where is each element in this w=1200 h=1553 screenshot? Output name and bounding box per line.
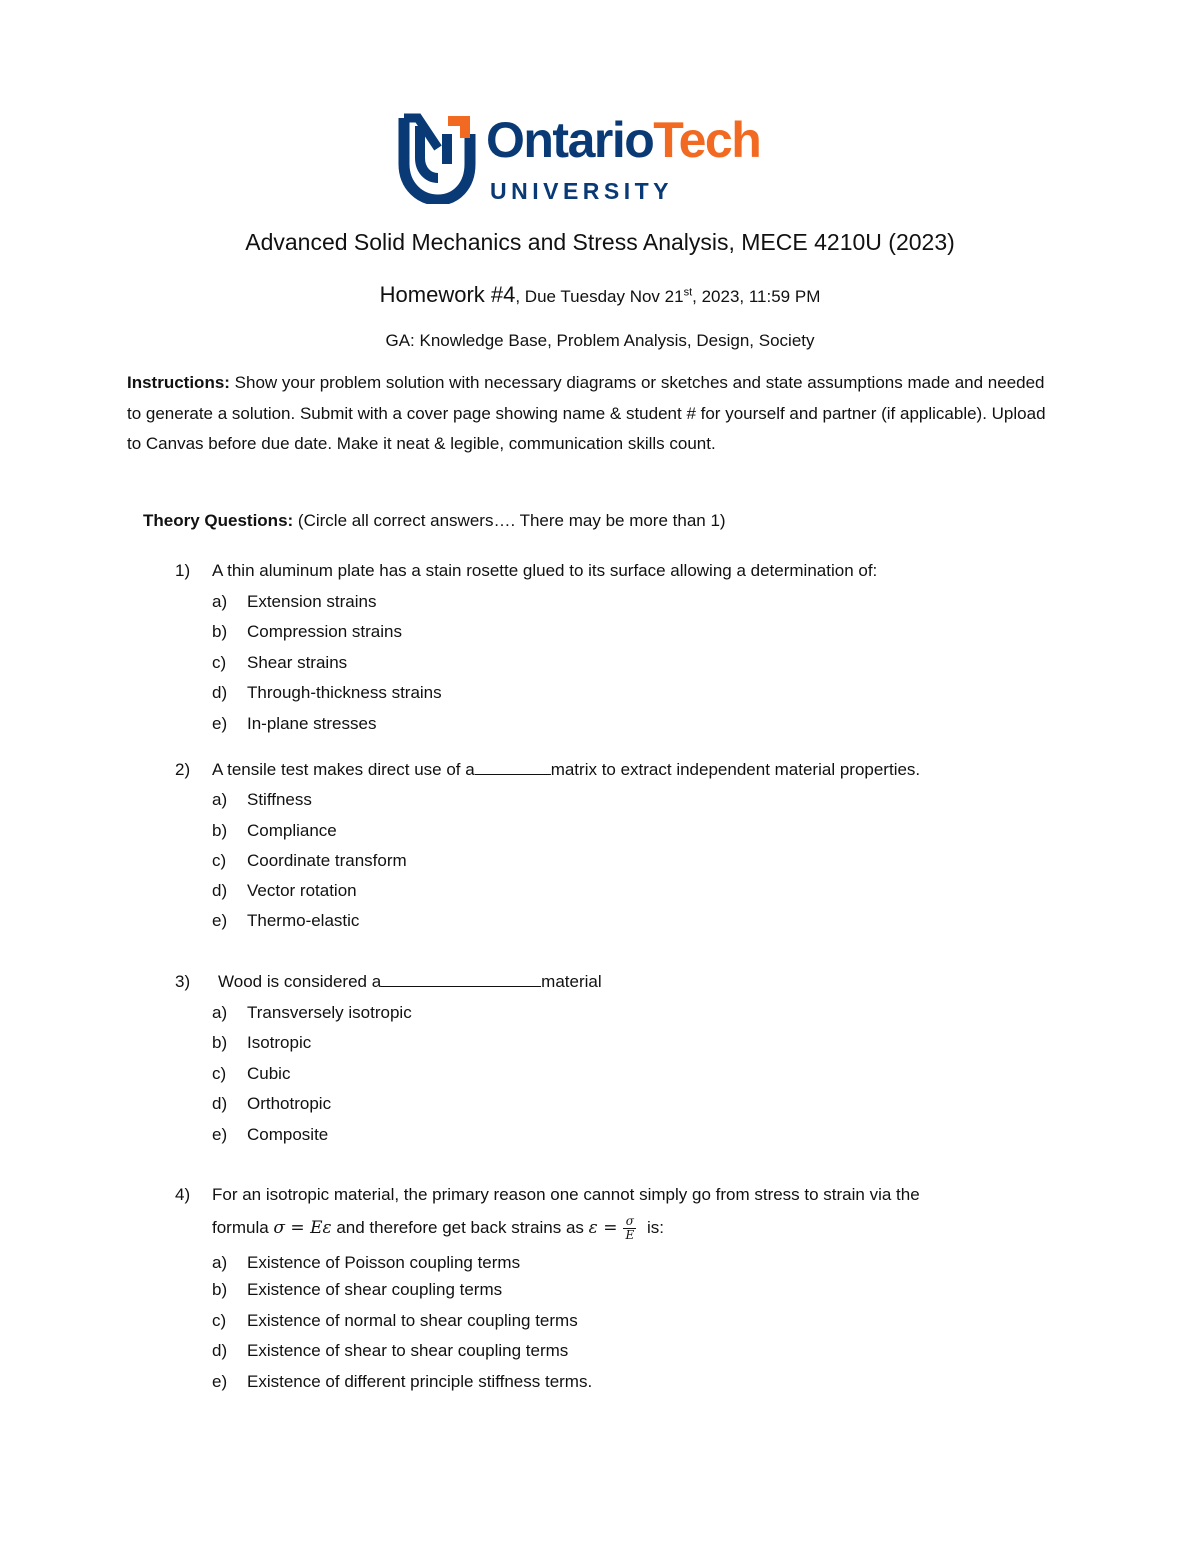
option-text: Cubic bbox=[247, 1064, 291, 1083]
option-letter: b) bbox=[212, 1033, 228, 1052]
option-text: In-plane stresses bbox=[247, 714, 377, 733]
instructions-paragraph bbox=[127, 368, 1057, 460]
question-text: A tensile test makes direct use of a matrix to extract independent material properties. bbox=[212, 760, 921, 779]
option-letter: a) bbox=[212, 1003, 228, 1022]
answer-blank bbox=[381, 972, 541, 987]
due-prefix: , Due Tuesday Nov 21 bbox=[515, 287, 684, 306]
theory-label: Theory Questions: bbox=[143, 511, 294, 530]
question-number: 3) bbox=[175, 972, 191, 991]
theory-note: (Circle all correct answers…. There may be more than 1) bbox=[293, 511, 726, 530]
logo-subtitle: UNIVERSITY bbox=[490, 178, 674, 204]
option-letter: a) bbox=[212, 790, 228, 809]
option-letter: c) bbox=[212, 653, 227, 672]
homework-heading bbox=[0, 282, 1200, 308]
option-letter: d) bbox=[212, 683, 228, 702]
option-text: Existence of shear coupling terms bbox=[247, 1280, 503, 1299]
option-letter: c) bbox=[212, 851, 227, 870]
question-text: Wood is considered a material bbox=[218, 972, 602, 991]
option-text: Orthotropic bbox=[247, 1094, 332, 1113]
due-suffix: , 2023, 11:59 PM bbox=[692, 287, 821, 306]
formula-fraction: $\frac{\sigma}{E}$ bbox=[625, 1214, 635, 1243]
option-letter: d) bbox=[212, 1094, 228, 1113]
option-text: Stiffness bbox=[247, 790, 312, 809]
option-text: Vector rotation bbox=[247, 881, 357, 900]
question-number: 1) bbox=[175, 561, 191, 580]
option-letter: b) bbox=[212, 1280, 228, 1299]
option-letter: e) bbox=[212, 714, 228, 733]
option-letter: d) bbox=[212, 1341, 228, 1360]
formula-strain-lhs: ε = bbox=[588, 1218, 618, 1238]
option-text: Existence of shear to shear coupling terms bbox=[247, 1341, 569, 1360]
logo-wordmark: OntarioTech bbox=[486, 112, 761, 168]
option-letter: b) bbox=[212, 622, 228, 641]
graduate-attributes: GA: Knowledge Base, Problem Analysis, Design, Society bbox=[385, 331, 815, 350]
option-letter: e) bbox=[212, 911, 228, 930]
option-text: Compression strains bbox=[247, 622, 402, 641]
option-letter: a) bbox=[212, 1253, 228, 1272]
theory-heading bbox=[143, 510, 726, 532]
option-letter: e) bbox=[212, 1372, 228, 1391]
instructions-label: Instructions: bbox=[127, 373, 230, 392]
option-text: Existence of Poisson coupling terms bbox=[247, 1253, 521, 1272]
question-number: 2) bbox=[175, 760, 191, 779]
option-text: Transversely isotropic bbox=[247, 1003, 412, 1022]
due-superscript: st bbox=[683, 286, 693, 299]
option-letter: e) bbox=[212, 1125, 228, 1144]
university-logo bbox=[398, 112, 798, 204]
option-text: Existence of different principle stiffness terms. bbox=[247, 1372, 593, 1391]
option-letter: d) bbox=[212, 881, 228, 900]
option-text: Coordinate transform bbox=[247, 851, 407, 870]
question-text-line1: For an isotropic material, the primary reason one cannot simply go from stress to strain via the bbox=[212, 1185, 920, 1204]
option-text: Through-thickness strains bbox=[247, 683, 442, 702]
option-letter: a) bbox=[212, 592, 228, 611]
question-text-line2: formula σ = Eε and therefore get back strains as ε = $\frac{\sigma}{E}$ is: bbox=[212, 1214, 664, 1243]
option-text: Existence of normal to shear coupling terms bbox=[247, 1311, 578, 1330]
question-number: 4) bbox=[175, 1185, 191, 1204]
option-text: Isotropic bbox=[247, 1033, 312, 1052]
option-letter: b) bbox=[212, 821, 228, 840]
homework-label: Homework #4 bbox=[379, 282, 516, 307]
option-text: Extension strains bbox=[247, 592, 377, 611]
option-text: Thermo-elastic bbox=[247, 911, 360, 930]
formula-stress-strain: σ = Eε bbox=[273, 1218, 332, 1238]
option-text: Composite bbox=[247, 1125, 329, 1144]
option-text: Compliance bbox=[247, 821, 337, 840]
answer-blank bbox=[475, 760, 551, 775]
question-text: A thin aluminum plate has a stain rosette glued to its surface allowing a determination of: bbox=[212, 561, 878, 580]
course-title: Advanced Solid Mechanics and Stress Analysis, MECE 4210U (2023) bbox=[245, 229, 955, 255]
ontario-tech-shield-icon bbox=[398, 112, 476, 204]
option-letter: c) bbox=[212, 1064, 227, 1083]
instructions-text: Show your problem solution with necessary diagrams or sketches and state assumptions made and needed to generate a solution. Submit with a cover page showing name & student # for yourself and partner (if applicable). Upload to Canvas before due date. Make it neat & legible, communication skills count. bbox=[127, 373, 1046, 453]
option-letter: c) bbox=[212, 1311, 227, 1330]
option-text: Shear strains bbox=[247, 653, 348, 672]
